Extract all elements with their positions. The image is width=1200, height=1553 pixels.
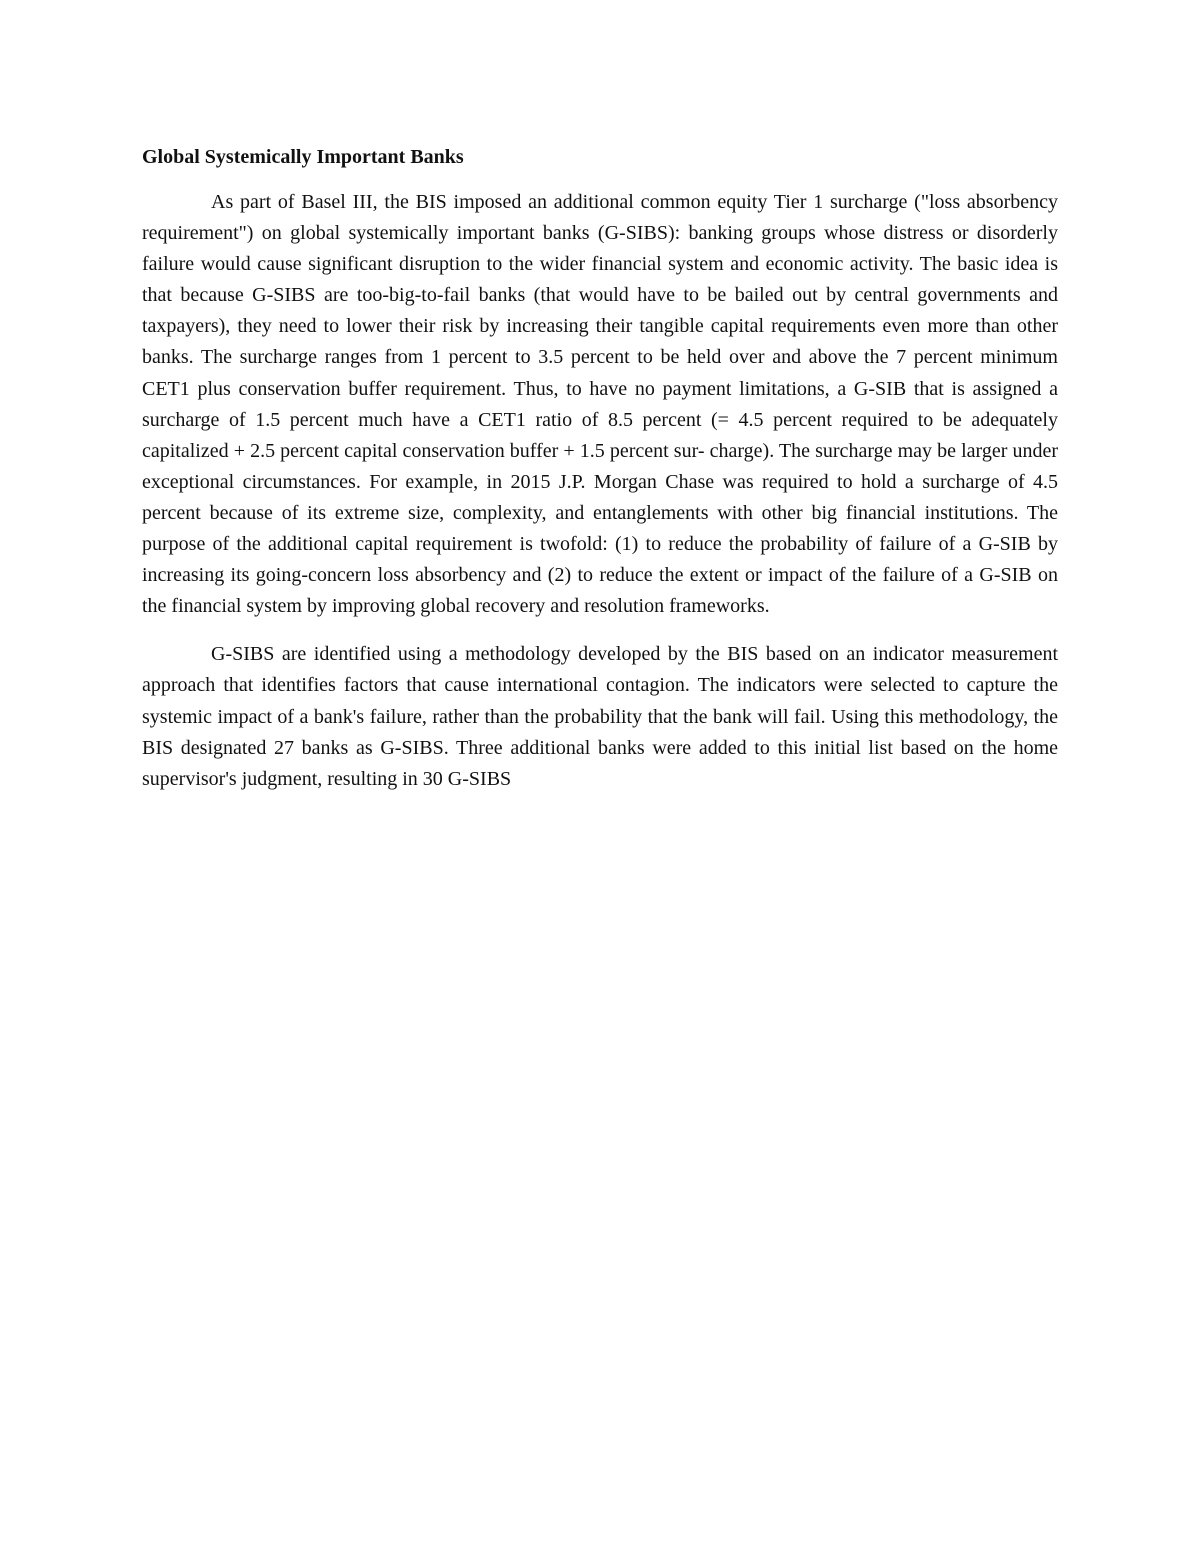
paragraph-gsib-methodology: G-SIBS are identified using a methodology developed by the BIS based on an indicator measurement approach that identifies factors that cause international contagion. The indicators were selected to capture the systemic impact of a bank's failure, rather than the probability that the bank will fail. Using this methodology, the BIS designated 27 banks as G-SIBS. Three additional banks were added to this initial list based on the home supervisor's judgment, resulting in 30 G-SIBS [142,643,1058,790]
paragraph-basel-surcharge: As part of Basel III, the BIS imposed an additional common equity Tier 1 surcharge ("loss absorbency requirement") on global systemically important banks (G-SIBS): banking groups whose distress or disorderly failure would cause significant disruption to the wider financial system and economic activity. The basic idea is that because G-SIBS are too-big-to-fail banks (that would have to be bailed out by central governments and taxpayers), they need to lower their risk by increasing their tangible capital requirements even more than other banks. The surcharge ranges from 1 percent to 3.5 percent to be held over and above the 7 percent minimum CET1 plus conservation buffer requirement. Thus, to have no payment limitations, a G-SIB that is assigned a surcharge of 1.5 percent much have a CET1 ratio of 8.5 percent (= 4.5 percent required to be adequately capitalized + 2.5 percent capital conservation buffer + 1.5 percent sur- charge). The surcharge may be larger under exceptional circumstances. For example, in 2015 J.P. Morgan Chase was required to hold a surcharge of 4.5 percent because of its extreme size, complexity, and entanglements with other big financial institutions. The purpose of the additional capital requirement is twofold: (1) to reduce the probability of failure of a G-SIB by increasing its going-concern loss absorbency and (2) to reduce the extent or impact of the failure of a G-SIB on the financial system by improving global recovery and resolution frameworks. [142,191,1058,618]
document-heading: Global Systemically Important Banks [142,146,464,168]
